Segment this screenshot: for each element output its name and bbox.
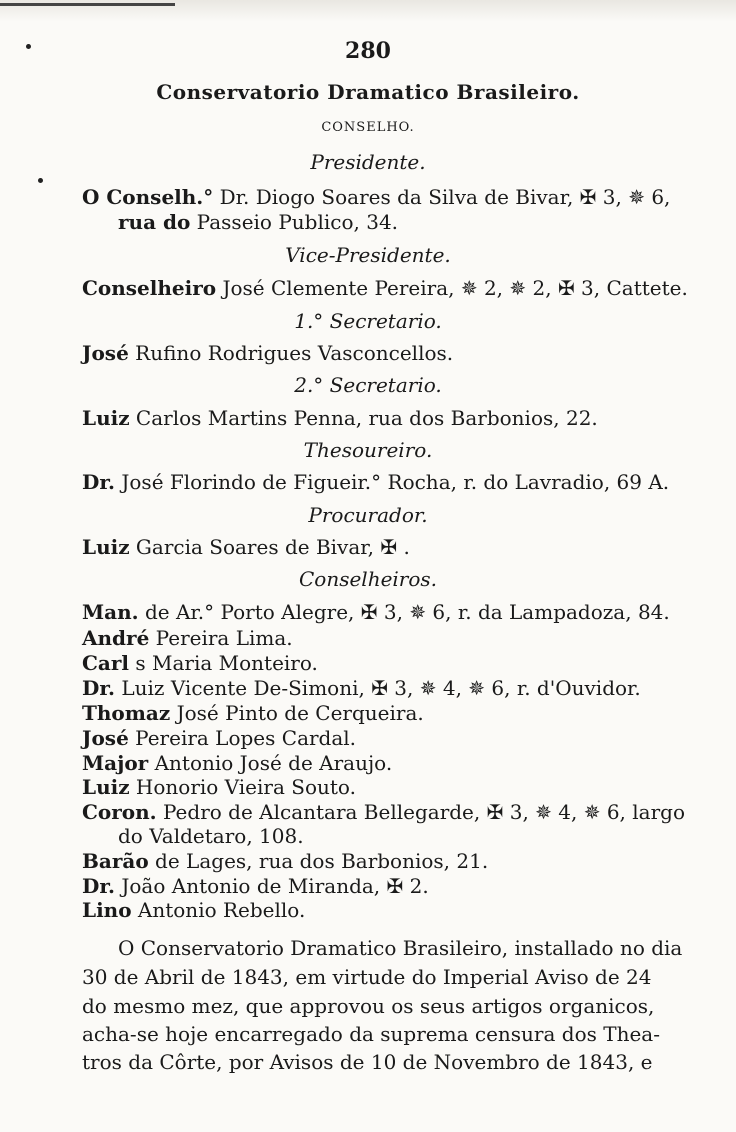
conselheiro-7	[82, 751, 392, 775]
conselheiro-9	[82, 800, 685, 824]
conselheiro-4	[82, 676, 641, 700]
entry-bold: Luiz	[82, 406, 130, 430]
conselheiro-11	[82, 874, 429, 898]
page-title: Conservatorio Dramatico Brasileiro.	[156, 80, 580, 104]
conselheiro-1	[82, 600, 670, 624]
entry-secretario-2	[82, 406, 598, 430]
entry-bold: André	[82, 626, 150, 650]
role-secretario-1: 1.° Secretario.	[294, 309, 442, 333]
role-tesoureiro: Thesoureiro.	[303, 438, 433, 462]
role-conselheiros: Conselheiros.	[298, 567, 438, 591]
entry-text: de Lages, rua dos Barbonios, 21.	[148, 849, 489, 873]
conselheiro-2	[82, 626, 293, 650]
entry-secretario-1	[82, 341, 453, 365]
conselheiro-6	[82, 726, 356, 750]
entry-text: Antonio José de Araujo.	[148, 751, 393, 775]
entry-bold: O Conselh.°	[82, 185, 214, 209]
paragraph-line-2: 30 de Abril de 1843, em virtude do Imperial Aviso de 24	[82, 965, 652, 989]
entry-bold: Conselheiro	[82, 276, 217, 300]
entry-bold: Luiz	[82, 775, 130, 799]
entry-bold: Dr.	[82, 470, 116, 494]
entry-presidente-cont	[118, 210, 398, 234]
entry-text: s Maria Monteiro.	[129, 651, 318, 675]
entry-bold: José	[82, 341, 129, 365]
conselheiro-5	[82, 701, 424, 725]
entry-bold: rua do	[118, 210, 191, 234]
entry-text: Pedro de Alcantara Bellegarde, ✠ 3, ✵ 4, ✵ 6, largo	[156, 800, 685, 824]
conselheiro-8	[82, 775, 356, 799]
paragraph-line-5: tros da Côrte, por Avisos de 10 de Novembro de 1843, e	[82, 1050, 653, 1074]
role-procurador: Procurador.	[308, 503, 428, 527]
entry-text: Carlos Martins Penna, rua dos Barbonios, 22.	[129, 406, 598, 430]
entry-bold: Barão	[82, 849, 149, 873]
entry-bold: Coron.	[82, 800, 157, 824]
entry-bold: Dr.	[82, 874, 116, 898]
entry-text: José Clemente Pereira, ✵ 2, ✵ 2, ✠ 3, Cattete.	[216, 276, 688, 300]
entry-text: José Pinto de Cerqueira.	[170, 701, 424, 725]
paragraph-line-1: O Conservatorio Dramatico Brasileiro, installado no dia	[118, 936, 683, 960]
conselheiro-10	[82, 849, 488, 873]
entry-text: de Ar.° Porto Alegre, ✠ 3, ✵ 6, r. da Lampadoza, 84.	[138, 600, 670, 624]
page-number: 280	[345, 38, 391, 64]
conselheiro-3	[82, 651, 318, 675]
entry-text: Passeio Publico, 34.	[190, 210, 399, 234]
conselheiro-12	[82, 898, 305, 922]
entry-text: João Antonio de Miranda, ✠ 2.	[115, 874, 429, 898]
entry-bold: Man.	[82, 600, 139, 624]
entry-text: Honorio Vieira Souto.	[129, 775, 356, 799]
ink-speck	[38, 178, 43, 183]
entry-bold: José	[82, 726, 129, 750]
paragraph-line-4: acha-se hoje encarregado da suprema censura dos Thea-	[82, 1022, 660, 1046]
entry-text: Garcia Soares de Bivar, ✠ .	[129, 535, 410, 559]
entry-tesoureiro	[82, 470, 669, 494]
entry-presidente	[82, 185, 670, 209]
page-top-edge	[0, 0, 736, 22]
entry-procurador	[82, 535, 410, 559]
role-secretario-2: 2.° Secretario.	[294, 373, 442, 397]
paragraph-line-3: do mesmo mez, que approvou os seus artigos organicos,	[82, 994, 655, 1018]
entry-text: Pereira Lima.	[149, 626, 293, 650]
entry-text: Luiz Vicente De-Simoni, ✠ 3, ✵ 4, ✵ 6, r. d'Ouvidor.	[115, 676, 641, 700]
entry-bold: Luiz	[82, 535, 130, 559]
entry-bold: Lino	[82, 898, 132, 922]
entry-bold: Carl	[82, 651, 130, 675]
entry-text: Antonio Rebello.	[131, 898, 306, 922]
entry-bold: Dr.	[82, 676, 116, 700]
role-presidente: Presidente.	[310, 150, 426, 174]
conselheiro-9-cont: do Valdetaro, 108.	[118, 824, 304, 848]
section-heading: CONSELHO.	[321, 120, 415, 135]
entry-text: Pereira Lopes Cardal.	[128, 726, 357, 750]
entry-bold: Thomaz	[82, 701, 171, 725]
entry-text: Dr. Diogo Soares da Silva de Bivar, ✠ 3, ✵ 6,	[213, 185, 671, 209]
entry-bold: Major	[82, 751, 149, 775]
entry-text: José Florindo de Figueir.° Rocha, r. do Lavradio, 69 A.	[115, 470, 670, 494]
entry-text: Rufino Rodrigues Vasconcellos.	[128, 341, 454, 365]
entry-vice-presidente	[82, 276, 688, 300]
role-vice-presidente: Vice-Presidente.	[285, 243, 451, 267]
